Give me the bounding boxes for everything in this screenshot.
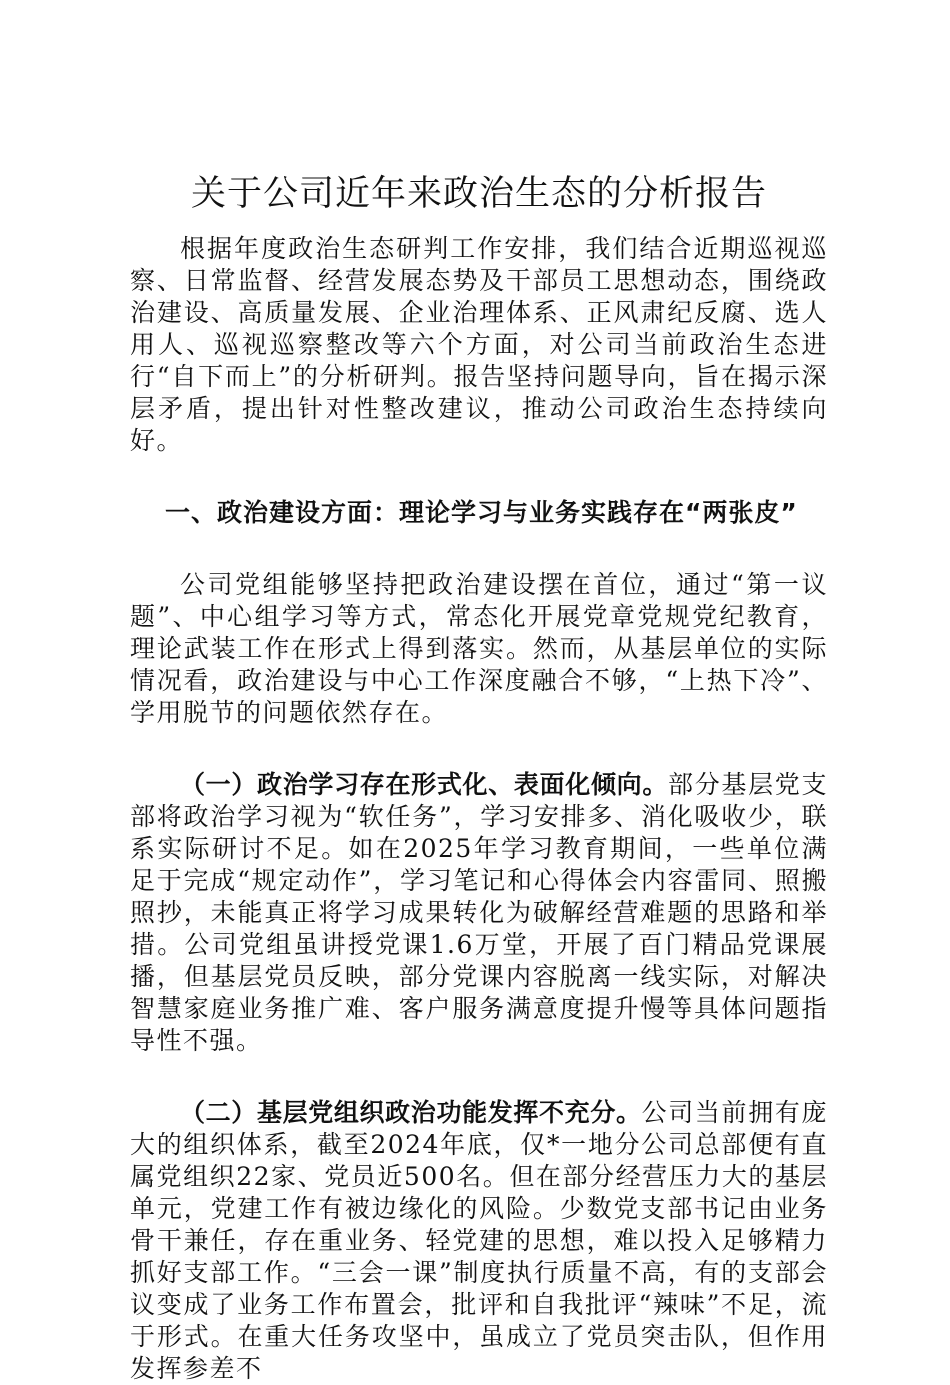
- subsection-paragraph-2: [130, 1097, 828, 1385]
- subsection-text-1: 部分基层党支部将政治学习视为“软任务”，学习安排多、消化吸收少，联系实际研讨不足。如在2025年学习教育期间，一些单位满足于完成“规定动作”，学习笔记和心得体会内容雷同、照搬照抄，未能真正将学习成果转化为破解经营难题的思路和举措。公司党组虽讲授党课1.6万堂，开展了百门精品党课展播，但基层党员反映，部分党课内容脱离一线实际，对解决智慧家庭业务推广难、客户服务满意度提升慢等具体问题指导性不强。: [130, 770, 828, 1055]
- section-paragraph: 公司党组能够坚持把政治建设摆在首位，通过“第一议题”、中心组学习等方式，常态化开展党章党规党纪教育，理论武装工作在形式上得到落实。然而，从基层单位的实际情况看，政治建设与中心工作深度融合不够，“上热下冷”、学用脱节的问题依然存在。: [130, 570, 828, 727]
- subsection-lead-2: （二）基层党组织政治功能发挥不充分。: [180, 1098, 642, 1127]
- subsection-lead-1: （一）政治学习存在形式化、表面化倾向。: [180, 770, 669, 799]
- document-title: 关于公司近年来政治生态的分析报告: [190, 174, 767, 214]
- subsection-paragraph-1: [130, 769, 828, 1057]
- intro-paragraph: 根据年度政治生态研判工作安排，我们结合近期巡视巡察、日常监督、经营发展态势及干部员工思想动态，围绕政治建设、高质量发展、企业治理体系、正风肃纪反腐、选人用人、巡视巡察整改等六个方面，对公司当前政治生态进行“自下而上”的分析研判。报告坚持问题导向，旨在揭示深层矛盾，提出针对性整改建议，推动公司政治生态持续向好。: [130, 234, 828, 455]
- section-heading-political-construction: 一、政治建设方面：理论学习与业务实践存在“两张皮”: [165, 498, 798, 527]
- subsection-text-2: 公司当前拥有庞大的组织体系，截至2024年底，仅*一地分公司总部便有直属党组织22家、党员近500名。但在部分经营压力大的基层单元，党建工作有被边缘化的风险。少数党支部书记由业务骨干兼任，存在重业务、轻党建的思想，难以投入足够精力抓好支部工作。“三会一课”制度执行质量不高，有的支部会议变成了业务工作布置会，批评和自我批评“辣味”不足，流于形式。在重大任务攻坚中，虽成立了党员突击队，但作用发挥参差不: [130, 1098, 828, 1383]
